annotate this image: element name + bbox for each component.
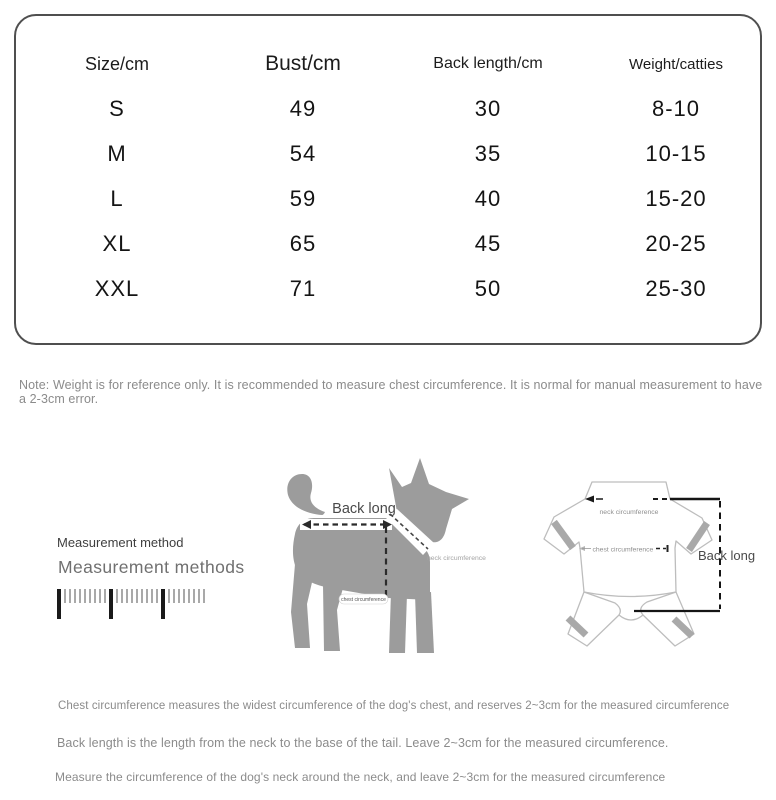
ruler-short-tick (203, 589, 205, 603)
garment-measurement-diagram (535, 455, 775, 670)
ruler-short-tick (69, 589, 71, 603)
column-header-size: Size/cm (84, 53, 149, 74)
ruler-short-tick (168, 589, 170, 603)
column-header-bust: Bust/cm (265, 52, 341, 75)
ruler-tall-tick (161, 589, 165, 619)
table-cell-bust: 54 (289, 140, 317, 166)
ruler-short-tick (126, 589, 128, 603)
table-cell-weight: 15-20 (645, 185, 707, 211)
ruler-short-tick (156, 589, 158, 603)
garment-neck-label: neck circumference (599, 509, 659, 516)
instruction-back-length: Back length is the length from the neck to the base of the tail. Leave 2~3cm for the measured circumference. (57, 736, 669, 750)
garment-back-long-label: Back long (698, 548, 756, 563)
instruction-chest: Chest circumference measures the widest circumference of the dog's chest, and reserves 2~3cm for the measured circumference (58, 700, 730, 712)
ruler-short-tick (183, 589, 185, 603)
column-header-weight: Weight/catties (629, 55, 723, 73)
ruler-tall-tick (109, 589, 113, 619)
ruler-short-tick (99, 589, 101, 603)
table-cell-back: 40 (474, 185, 502, 211)
measurement-methods-title: Measurement methods (58, 557, 245, 577)
table-cell-bust: 65 (289, 230, 317, 256)
ruler-short-tick (104, 589, 106, 603)
ruler-short-tick (79, 589, 81, 603)
dog-back-long-label: Back long (332, 501, 396, 517)
garment-chest-label: chest circumference (592, 546, 654, 554)
ruler-short-tick (131, 589, 133, 603)
column-header-back-length: Back length/cm (433, 55, 543, 72)
ruler-short-tick (84, 589, 86, 603)
instruction-neck: Measure the circumference of the dog's neck around the neck, and leave 2~3cm for the measured circumference (55, 770, 666, 784)
ruler-short-tick (173, 589, 175, 603)
table-cell-bust: 49 (289, 95, 317, 121)
ruler-short-tick (136, 589, 138, 603)
ruler-short-tick (89, 589, 91, 603)
ruler-short-tick (178, 589, 180, 603)
chest-badge-label: chest circumference (341, 597, 386, 603)
table-cell-weight: 20-25 (645, 230, 707, 256)
table-cell-weight: 8-10 (651, 95, 701, 121)
table-cell-size: M (107, 140, 127, 166)
measurement-method-label: Measurement method (57, 535, 184, 550)
crotch-notch (619, 615, 643, 620)
size-chart-table (14, 14, 762, 345)
ruler-short-tick (151, 589, 153, 603)
ruler-short-tick (74, 589, 76, 603)
table-cell-bust: 71 (289, 275, 317, 301)
ruler-short-tick (188, 589, 190, 603)
table-cell-size: XXL (94, 275, 140, 301)
ruler-icon (57, 589, 205, 619)
ruler-short-tick (116, 589, 118, 603)
ruler-short-tick (193, 589, 195, 603)
table-cell-size: L (110, 185, 124, 211)
table-cell-bust: 59 (289, 185, 317, 211)
weight-reference-note: Note: Weight is for reference only. It is recommended to measure chest circumference. It is normal for manual measurement to have a 2-3cm error. (19, 378, 763, 406)
ruler-short-tick (141, 589, 143, 603)
table-cell-weight: 25-30 (645, 275, 707, 301)
dog-neck-label: neck circumference (427, 555, 486, 562)
dog-measurement-diagram (280, 452, 500, 662)
table-cell-back: 50 (474, 275, 502, 301)
table-cell-size: XL (102, 230, 132, 256)
table-cell-back: 30 (474, 95, 502, 121)
table-cell-back: 35 (474, 140, 502, 166)
ruler-short-tick (146, 589, 148, 603)
ruler-short-tick (198, 589, 200, 603)
table-cell-size: S (109, 95, 125, 121)
ruler-tall-tick (57, 589, 61, 619)
ruler-short-tick (121, 589, 123, 603)
table-cell-weight: 10-15 (645, 140, 707, 166)
ruler-short-tick (64, 589, 66, 603)
table-cell-back: 45 (474, 230, 502, 256)
ruler-short-tick (94, 589, 96, 603)
